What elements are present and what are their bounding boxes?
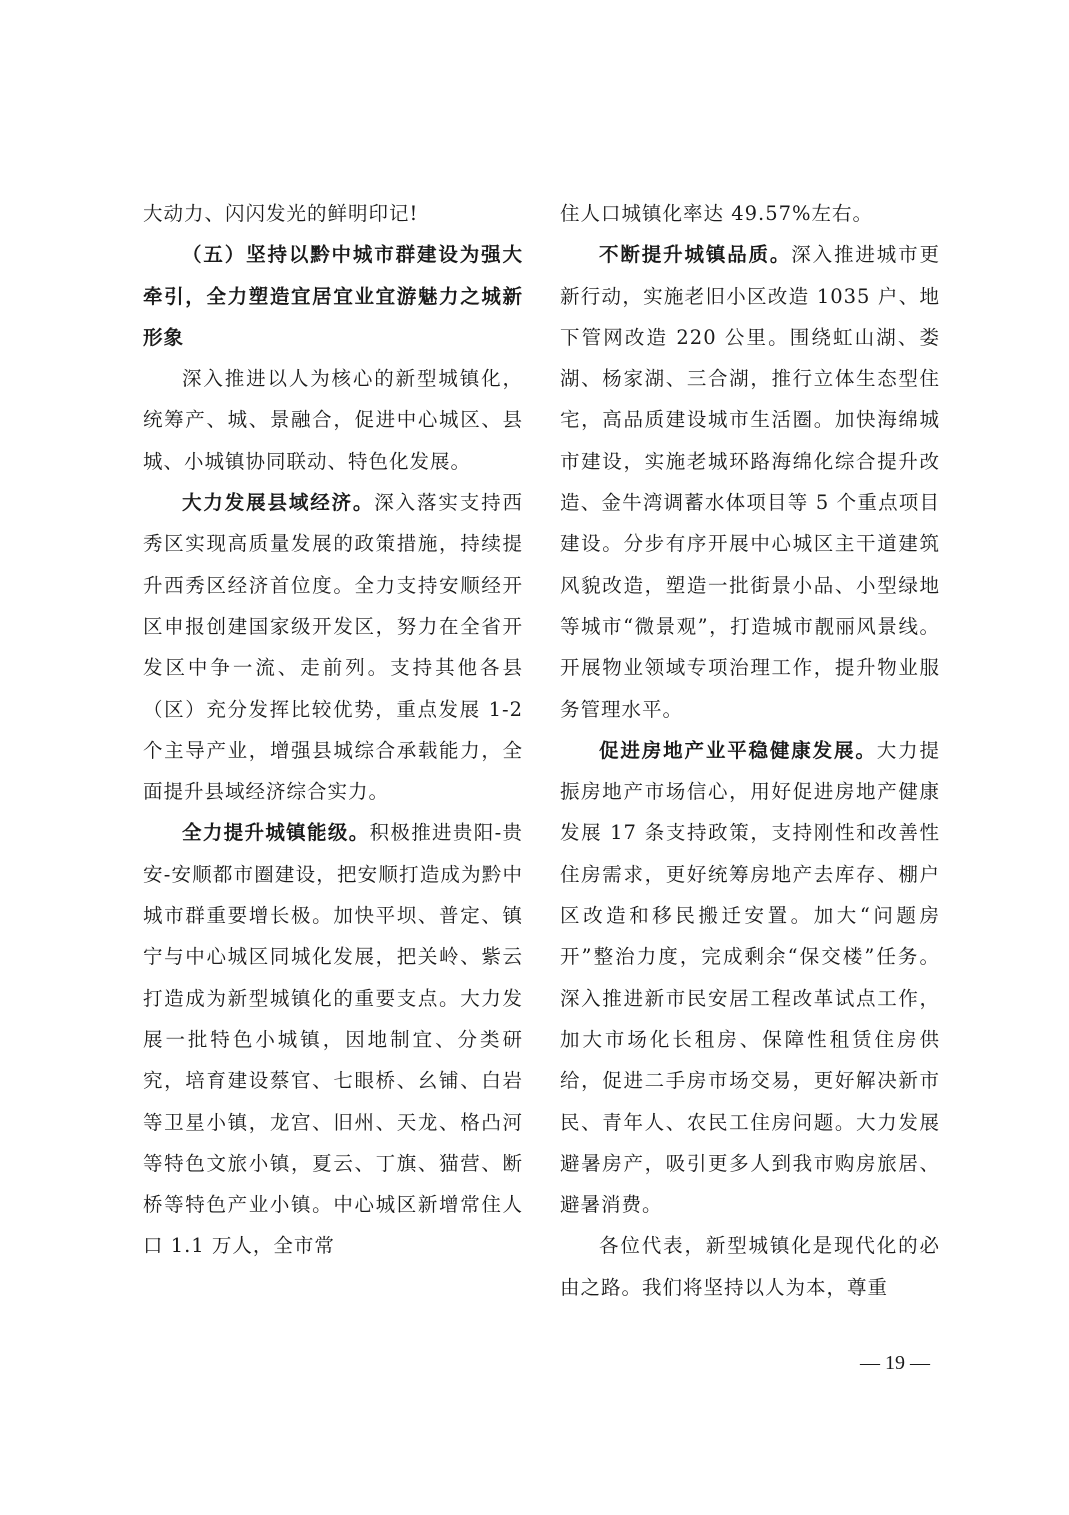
right-column (560, 193, 940, 1308)
paragraph-real-estate (560, 730, 940, 1226)
paragraph-town-quality (560, 234, 940, 730)
paragraph-continuation: 大动力、闪闪发光的鲜明印记! (143, 202, 419, 225)
paragraph-body: 积极推进贵阳-贵安-安顺都市圈建设，把安顺打造成为黔中城市群重要增长极。加快平坝、普定、镇宁与中心城区同城化发展，把关岭、紫云打造成为新型城镇化的重要支点。大力发展一批特色小城镇，因地制宜、分类研究，培育建设蔡官、七眼桥、幺铺、白岩等卫星小镇，龙宫、旧州、天龙、格凸河等特色文旅小镇，夏云、丁旗、猫营、断桥等特色产业小镇。中心城区新增常住人口 1.1 万人，全市常 (143, 821, 523, 1258)
left-column (143, 193, 523, 1267)
section-heading: （五）坚持以黔中城市群建设为强大牵引，全力塑造宜居宜业宜游魅力之城新形象 (143, 243, 523, 349)
paragraph-lead: 大力发展县域经济。 (182, 491, 375, 515)
paragraph-continuation: 住人口城镇化率达 49.57%左右。 (560, 202, 874, 225)
paragraph-closing: 各位代表，新型城镇化是现代化的必由之路。我们将坚持以人为本，尊重 (560, 1234, 940, 1299)
paragraph-lead: 促进房地产业平稳健康发展。 (599, 738, 877, 762)
paragraph-town-level (143, 812, 523, 1266)
paragraph-body: 深入落实支持西秀区实现高质量发展的政策措施，持续提升西秀区经济首位度。全力支持安顺经开区申报创建国家级开发区，努力在全省开发区中争一流、走前列。支持其他各县（区）充分发挥比较优势，重点发展 1-2 个主导产业，增强县城综合承载能力，全面提升县域经济综合实力。 (143, 491, 523, 804)
paragraph-county-economy (143, 482, 523, 812)
paragraph-body: 深入推进城市更新行动，实施老旧小区改造 1035 户、地下管网改造 220 公里。围绕虹山湖、娄湖、杨家湖、三合湖，推行立体生态型住宅，高品质建设城市生活圈。加快海绵城市建设，实施老城环路海绵化综合提升改造、金牛湾调蓄水体项目等 5 个重点项目建设。分步有序开展中心城区主干道建筑风貌改造，塑造一批街景小品、小型绿地等城市“微景观”，打造城市靓丽风景线。开展物业领域专项治理工作，提升物业服务管理水平。 (560, 243, 940, 721)
paragraph-body: 大力提振房地产市场信心，用好促进房地产健康发展 17 条支持政策，支持刚性和改善性住房需求，更好统筹房地产去库存、棚户区改造和移民搬迁安置。加大“问题房开”整治力度，完成剩余“保交楼”任务。深入推进新市民安居工程改革试点工作，加大市场化长租房、保障性租赁住房供给，促进二手房市场交易，更好解决新市民、青年人、农民工住房问题。大力发展避暑房产，吸引更多人到我市购房旅居、避暑消费。 (560, 738, 940, 1217)
paragraph-lead: 全力提升城镇能级。 (182, 821, 370, 845)
paragraph-lead: 不断提升城镇品质。 (599, 243, 792, 267)
page-number: — 19 — (860, 1352, 930, 1374)
paragraph-intro: 深入推进以人为核心的新型城镇化，统筹产、城、景融合，促进中心城区、县城、小城镇协同联动、特色化发展。 (143, 367, 523, 473)
